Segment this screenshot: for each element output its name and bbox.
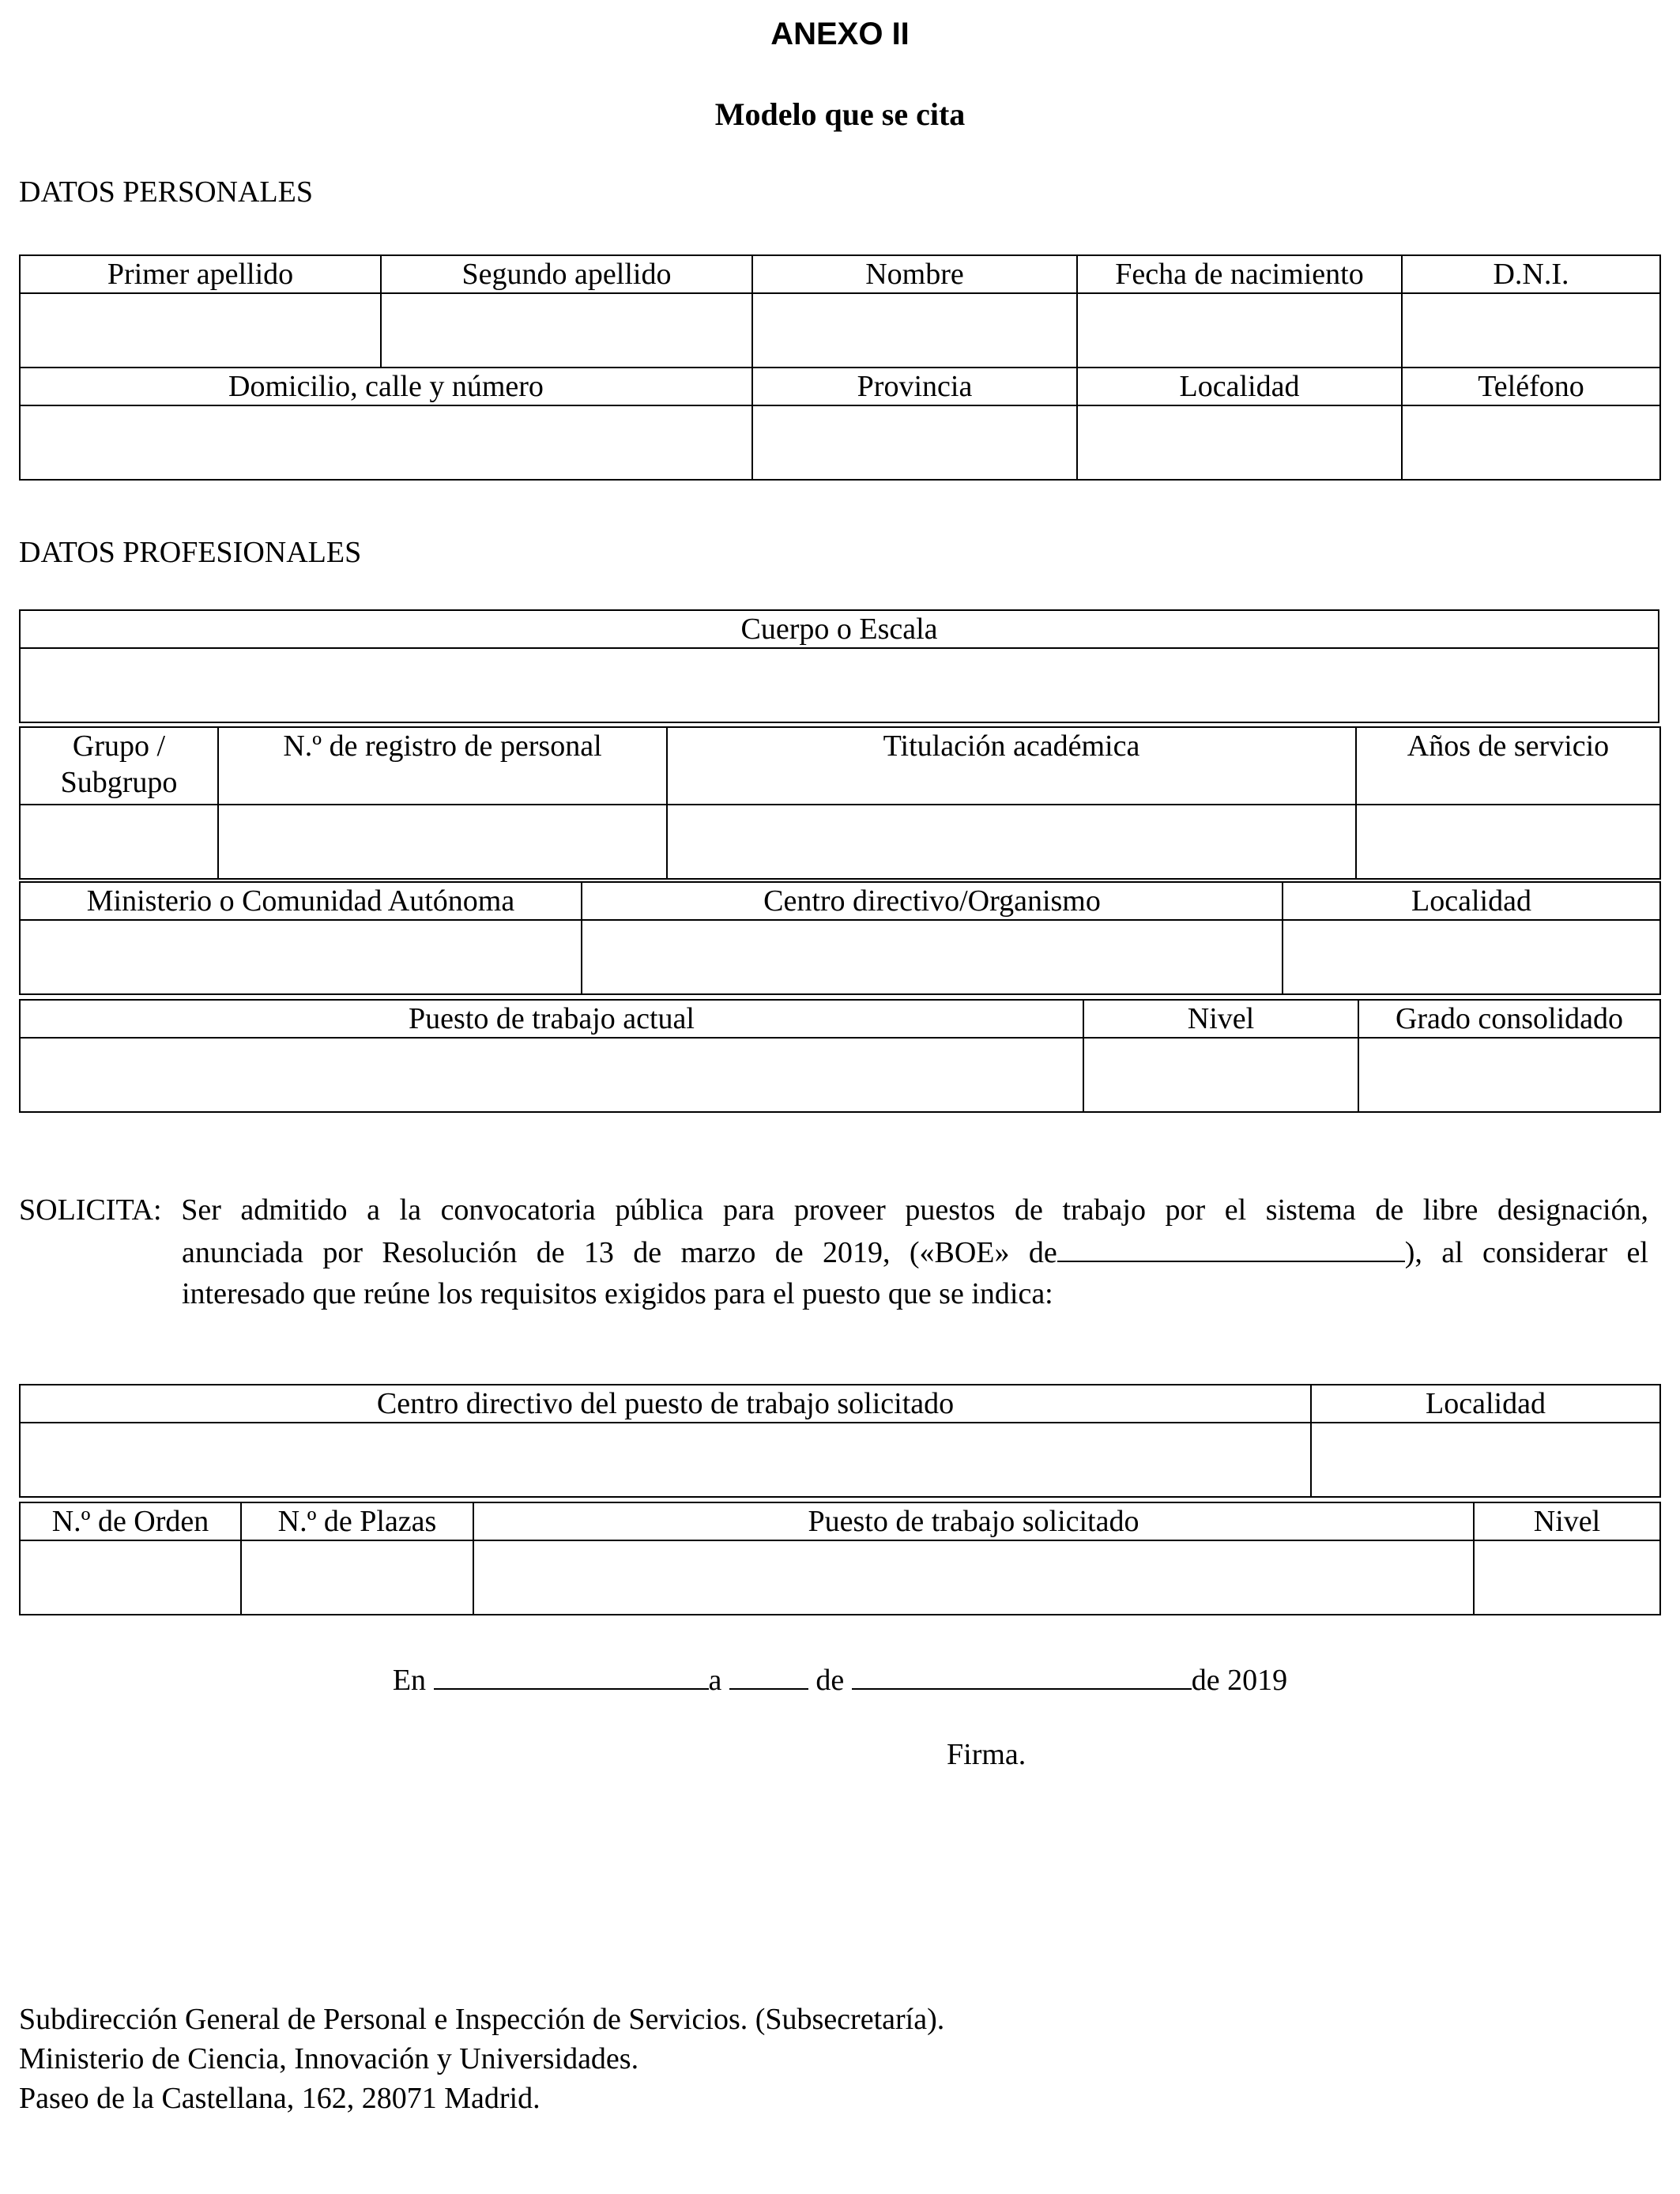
corps-field[interactable] (20, 648, 1659, 722)
request-line-2-end: ), al considerar el (1404, 1236, 1648, 1269)
header-level: Nivel (1083, 1000, 1358, 1038)
date-de: de (816, 1664, 845, 1697)
date-year: de 2019 (1191, 1664, 1288, 1697)
header-locality: Localidad (1077, 368, 1402, 405)
header-birth-date: Fecha de nacimiento (1077, 255, 1402, 293)
professional-corps-table (19, 609, 1659, 723)
registry-field[interactable] (218, 805, 667, 879)
header-requested-position: Puesto de trabajo solicitado (473, 1502, 1474, 1540)
header-requested-locality: Localidad (1311, 1385, 1660, 1423)
header-requested-center: Centro directivo del puesto de trabajo solicitado (20, 1385, 1311, 1423)
header-province: Provincia (752, 368, 1077, 405)
header-ministry: Ministerio o Comunidad Autónoma (20, 882, 582, 920)
requested-locality-field[interactable] (1311, 1423, 1660, 1497)
degree-field[interactable] (667, 805, 1356, 879)
name-field[interactable] (752, 293, 1077, 368)
professional-position-table (19, 999, 1661, 1113)
header-prof-locality: Localidad (1283, 882, 1660, 920)
header-places-number: N.º de Plazas (241, 1502, 473, 1540)
prof-locality-field[interactable] (1283, 920, 1660, 994)
requested-position-field[interactable] (473, 1540, 1474, 1615)
month-blank[interactable] (852, 1658, 1192, 1690)
ministry-field[interactable] (20, 920, 582, 994)
boe-date-blank[interactable] (1057, 1231, 1405, 1262)
address-field[interactable] (20, 405, 752, 480)
footer-line-3: Paseo de la Castellana, 162, 28071 Madrid. (19, 2082, 541, 2115)
request-line-3: interesado que reúne los requisitos exigidos para el puesto que se indica: (182, 1277, 1053, 1310)
header-phone: Teléfono (1402, 368, 1660, 405)
professional-group-table (19, 726, 1661, 880)
center-field[interactable] (582, 920, 1283, 994)
header-years: Años de servicio (1356, 727, 1660, 805)
header-name: Nombre (752, 255, 1077, 293)
header-current-position: Puesto de trabajo actual (20, 1000, 1083, 1038)
places-number-field[interactable] (241, 1540, 473, 1615)
header-group: Grupo / Subgrupo (20, 727, 218, 805)
header-second-surname: Segundo apellido (381, 255, 752, 293)
professional-data-heading: DATOS PROFESIONALES (19, 536, 362, 569)
day-blank[interactable] (729, 1658, 808, 1690)
phone-field[interactable] (1402, 405, 1660, 480)
province-field[interactable] (752, 405, 1077, 480)
current-position-field[interactable] (20, 1038, 1083, 1112)
annex-title: ANEXO II (770, 17, 910, 51)
place-blank[interactable] (434, 1658, 709, 1690)
date-en: En (392, 1664, 427, 1697)
header-center: Centro directivo/Organismo (582, 882, 1283, 920)
header-degree: Titulación académica (667, 727, 1356, 805)
date-line (0, 1658, 1680, 1700)
signature-label: Firma. (947, 1738, 1026, 1771)
dni-field[interactable] (1402, 293, 1660, 368)
header-dni: D.N.I. (1402, 255, 1660, 293)
footer-address (19, 2000, 944, 2118)
header-order-number: N.º de Orden (20, 1502, 241, 1540)
request-line-2-start: anunciada por Resolución de 13 de marzo de 2019, («BOE» de (182, 1236, 1057, 1269)
requested-position-table (19, 1502, 1661, 1615)
request-line-1: SOLICITA: Ser admitido a la convocatoria pública para proveer puestos de trabajo por el sistema de libre designación, (19, 1193, 1648, 1227)
grade-field[interactable] (1358, 1038, 1660, 1112)
personal-data-heading: DATOS PERSONALES (19, 175, 313, 209)
second-surname-field[interactable] (381, 293, 752, 368)
level-field[interactable] (1083, 1038, 1358, 1112)
first-surname-field[interactable] (20, 293, 381, 368)
header-corps: Cuerpo o Escala (20, 610, 1659, 648)
header-first-surname: Primer apellido (20, 255, 381, 293)
professional-ministry-table (19, 881, 1661, 995)
header-requested-level: Nivel (1474, 1502, 1660, 1540)
locality-field[interactable] (1077, 405, 1402, 480)
birth-date-field[interactable] (1077, 293, 1402, 368)
request-line-2 (182, 1231, 1648, 1273)
footer-line-2: Ministerio de Ciencia, Innovación y Universidades. (19, 2042, 639, 2075)
footer-line-1: Subdirección General de Personal e Inspección de Servicios. (Subsecretaría). (19, 2003, 945, 2036)
requested-center-field[interactable] (20, 1423, 1311, 1497)
years-field[interactable] (1356, 805, 1660, 879)
request-paragraph (19, 1189, 1648, 1314)
order-number-field[interactable] (20, 1540, 241, 1615)
requested-level-field[interactable] (1474, 1540, 1660, 1615)
header-grade: Grado consolidado (1358, 1000, 1660, 1038)
requested-center-table (19, 1384, 1661, 1498)
header-registry: N.º de registro de personal (218, 727, 667, 805)
group-field[interactable] (20, 805, 218, 879)
header-address: Domicilio, calle y número (20, 368, 752, 405)
form-subtitle: Modelo que se cita (714, 96, 966, 132)
date-a: a (708, 1664, 722, 1697)
personal-data-table (19, 254, 1661, 481)
